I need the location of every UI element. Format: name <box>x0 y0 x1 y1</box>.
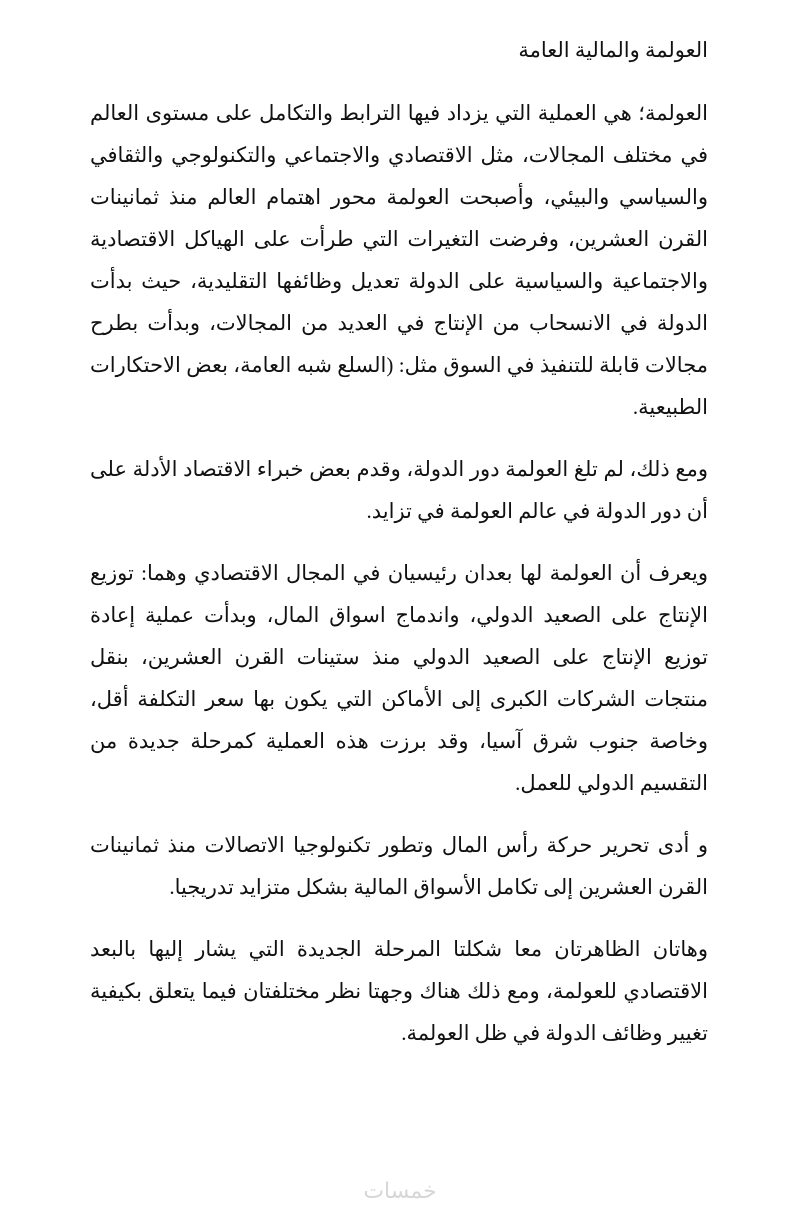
document-page <box>90 30 708 1074</box>
paragraph-capital-markets: و أدى تحرير حركة رأس المال وتطور تكنولوجيا الاتصالات منذ ثمانينات القرن العشرين إلى تكامل الأسواق المالية بشكل متزايد تدريجيا. <box>90 833 708 899</box>
paragraph-definition: العولمة؛ هي العملية التي يزداد فيها الترابط والتكامل على مستوى العالم في مختلف المجالات، مثل الاقتصادي والاجتماعي والتكنولوجي والثقافي والسياسي والبيئي، وأصبحت العولمة محور اهتمام العالم منذ ثمانينات القرن العشرين، وفرضت التغيرات التي طرأت على الهياكل الاقتصادية والاجتماعية والسياسية على الدولة تعديل وظائفها التقليدية، حيث بدأت الدولة في الانسحاب من الإنتاج في العديد من المجالات، وبدأت بطرح مجالات قابلة للتنفيذ في السوق مثل: (السلع شبه العامة، بعض الاحتكارات الطبيعية. <box>90 101 708 419</box>
paragraph-conclusion: وهاتان الظاهرتان معا شكلتا المرحلة الجديدة التي يشار إليها بالبعد الاقتصادي للعولمة، ومع ذلك هناك وجهتا نظر مختلفتان فيما يتعلق بكيفية تغيير وظائف الدولة في ظل العولمة. <box>90 937 708 1045</box>
document-title: العولمة والمالية العامة <box>518 38 708 62</box>
paragraph-economic-dimensions: ويعرف أن العولمة لها بعدان رئيسيان في المجال الاقتصادي وهما: توزيع الإنتاج على الصعيد الدولي، واندماج اسواق المال، وبدأت عملية إعادة توزيع الإنتاج على الصعيد الدولي منذ ستينات القرن العشرين، بنقل منتجات الشركات الكبرى إلى الأماكن التي يكون بها سعر التكلفة أقل، وخاصة جنوب شرق آسيا، وقد برزت هذه العملية كمرحلة جديدة من التقسيم الدولي للعمل. <box>90 561 708 795</box>
paragraph-state-role: ومع ذلك، لم تلغ العولمة دور الدولة، وقدم بعض خبراء الاقتصاد الأدلة على أن دور الدولة في عالم العولمة في تزايد. <box>90 457 708 523</box>
khamsat-watermark: خمسات <box>363 1179 437 1204</box>
